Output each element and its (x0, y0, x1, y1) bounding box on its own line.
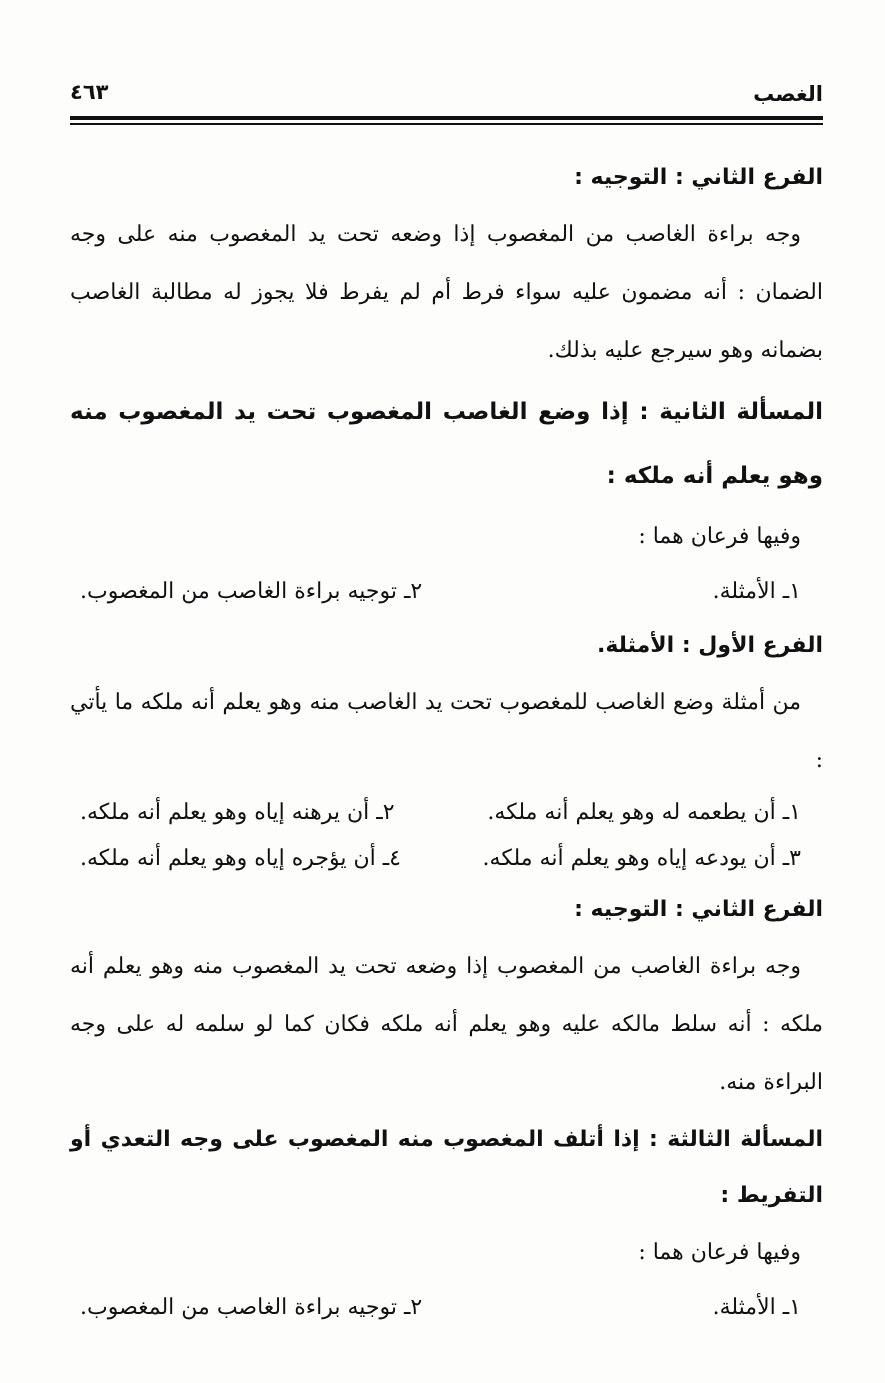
header-rule-thin (70, 123, 823, 125)
header-rule-thick (70, 116, 823, 120)
paragraph-two-branches-2: وفيها فرعان هما : (638, 1240, 801, 1265)
list-item: ١ـ الأمثلة. (712, 579, 801, 604)
heading-issue-two: المسألة الثانية : إذا وضع الغاصب المغصوب تحت يد المغصوب منه وهو يعلم أنه ملكه : (70, 399, 823, 489)
heading-branch-one-examples: الفرع الأول : الأمثلة. (596, 633, 823, 658)
heading-branch-two-justification: الفرع الثاني : التوجيه : (574, 165, 823, 190)
list-item: ٢ـ توجيه براءة الغاصب من المغصوب. (80, 579, 423, 604)
heading-issue-three: المسألة الثالثة : إذا أتلف المغصوب منه المغصوب على وجه التعدي أو التفريط : (70, 1127, 823, 1208)
list-item: ٢ـ أن يرهنه إياه وهو يعلم أنه ملكه. (80, 800, 395, 825)
list-item: ١ـ الأمثلة. (712, 1295, 801, 1320)
page-number: ٤٦٣ (70, 80, 109, 104)
page-header (70, 78, 823, 118)
paragraph-justification-2: وجه براءة الغاصب من المغصوب إذا وضعه تحت يد المغصوب منه وهو يعلم أنه ملكه : أنه سلط مالكه عليه وهو يعلم أنه ملكه فكان كما لو سلمه له على وجه البراءة منه. (70, 954, 823, 1095)
paragraph-justification-1: وجه براءة الغاصب من المغصوب إذا وضعه تحت يد المغصوب منه على وجه الضمان : أنه مضمون عليه سواء فرط أم لم يفرط فلا يجوز له مطالبة الغاصب بضمانه وهو سيرجع عليه بذلك. (70, 222, 823, 363)
chapter-title: الغصب (753, 82, 823, 106)
paragraph-two-branches-1: وفيها فرعان هما : (638, 524, 801, 549)
list-item: ١ـ أن يطعمه له وهو يعلم أنه ملكه. (487, 800, 801, 825)
branch-list-2 (70, 1282, 823, 1334)
heading-branch-two-justification-2: الفرع الثاني : التوجيه : (574, 897, 823, 922)
examples-row-2 (70, 836, 823, 882)
paragraph-examples-intro: من أمثلة وضع الغاصب للمغصوب تحت يد الغاصب منه وهو يعلم أنه ملكه ما يأتي : (70, 690, 823, 773)
examples-row-1 (70, 790, 823, 836)
list-item: ٤ـ أن يؤجره إياه وهو يعلم أنه ملكه. (80, 846, 401, 871)
page-body (70, 150, 823, 1334)
list-item: ٣ـ أن يودعه إياه وهو يعلم أنه ملكه. (482, 846, 801, 871)
branch-list-1 (70, 566, 823, 618)
list-item: ٢ـ توجيه براءة الغاصب من المغصوب. (80, 1295, 423, 1320)
